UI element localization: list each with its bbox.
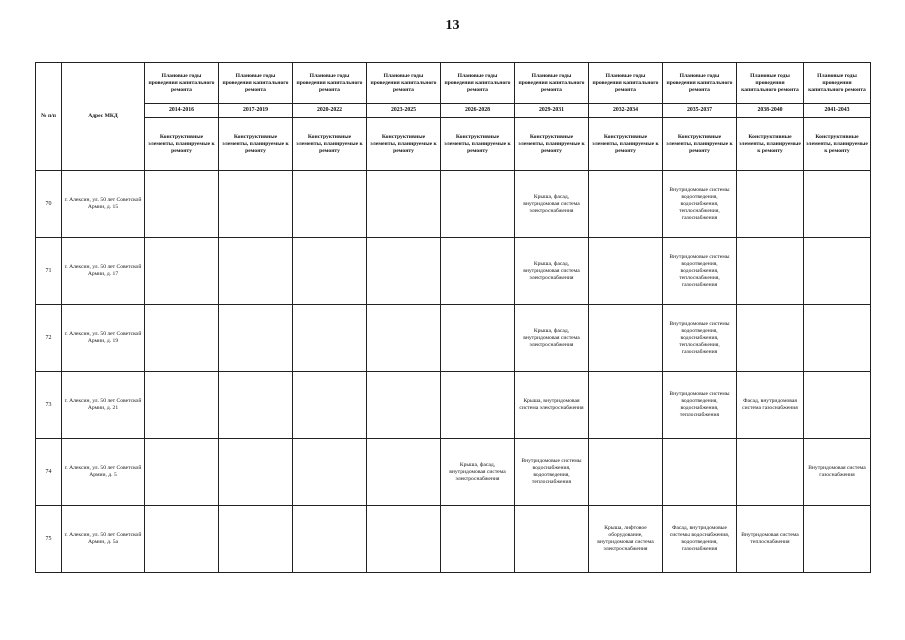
header-address: Адрес МКД — [62, 63, 145, 171]
repair-elements-cell: Крыша, фасад, внутридомовая система электроснабжения — [515, 238, 589, 305]
repair-elements-cell — [737, 238, 804, 305]
header-title-row — [36, 63, 871, 104]
header-period-years: 2032-2034 — [589, 104, 663, 118]
table-row — [36, 305, 871, 372]
row-address: г. Алексин, ул. 50 лет Советской Армии, д. 15 — [62, 171, 145, 238]
repair-elements-cell: Внутридомовые системы водоотведения, водоснабжения, теплоснабжения, газоснабжения — [663, 305, 737, 372]
header-period-title: Плановые годы проведения капитального ремонта — [589, 63, 663, 104]
header-period-years: 2017-2019 — [219, 104, 293, 118]
header-period-years: 2023-2025 — [367, 104, 441, 118]
header-period-title: Плановые годы проведения капитального ремонта — [515, 63, 589, 104]
header-years-row — [36, 104, 871, 118]
header-period-elements: Конструктивные элементы, планируемые к ремонту — [515, 118, 589, 171]
repair-elements-cell — [145, 506, 219, 573]
header-period-elements: Конструктивные элементы, планируемые к ремонту — [737, 118, 804, 171]
header-period-title: Плановые годы проведения капитального ремонта — [219, 63, 293, 104]
repair-elements-cell — [737, 439, 804, 506]
repair-elements-cell — [804, 506, 871, 573]
repair-elements-cell — [441, 506, 515, 573]
header-elements-row — [36, 118, 871, 171]
repair-elements-cell: Фасад, внутридомовая система газоснабжения — [737, 372, 804, 439]
repair-elements-cell: Крыша, внутридомовая система электроснабжения — [515, 372, 589, 439]
row-number: 71 — [36, 238, 62, 305]
repair-elements-cell — [589, 439, 663, 506]
repair-elements-cell — [145, 439, 219, 506]
page-number: 13 — [445, 18, 460, 33]
repair-elements-cell: Крыша, фасад, внутридомовая система электроснабжения — [441, 439, 515, 506]
repair-elements-cell — [804, 372, 871, 439]
row-address: г. Алексин, ул. 50 лет Советской Армии, д. 5а — [62, 506, 145, 573]
repair-elements-cell — [663, 439, 737, 506]
repair-elements-cell — [804, 171, 871, 238]
repair-elements-cell — [804, 238, 871, 305]
repair-elements-cell — [219, 439, 293, 506]
header-period-years: 2026-2028 — [441, 104, 515, 118]
repair-plan-table-wrapper — [35, 62, 871, 573]
row-number: 72 — [36, 305, 62, 372]
repair-elements-cell — [589, 305, 663, 372]
repair-elements-cell — [145, 238, 219, 305]
row-address: г. Алексин, ул. 50 лет Советской Армии, д. 5 — [62, 439, 145, 506]
repair-elements-cell — [293, 506, 367, 573]
repair-elements-cell — [441, 372, 515, 439]
table-header — [36, 63, 871, 171]
row-number: 73 — [36, 372, 62, 439]
header-period-title: Плановые годы проведения капитального ремонта — [293, 63, 367, 104]
row-address: г. Алексин, ул. 50 лет Советской Армии, д. 19 — [62, 305, 145, 372]
header-period-years: 2038-2040 — [737, 104, 804, 118]
repair-elements-cell — [219, 238, 293, 305]
repair-elements-cell — [145, 305, 219, 372]
repair-elements-cell: Внутридомовая система газоснабжения — [804, 439, 871, 506]
repair-elements-cell: Внутридомовые системы водоотведения, водоснабжения, теплоснабжения, газоснабжения — [663, 171, 737, 238]
table-row — [36, 439, 871, 506]
repair-elements-cell — [367, 439, 441, 506]
header-period-elements: Конструктивные элементы, планируемые к ремонту — [804, 118, 871, 171]
repair-elements-cell — [367, 171, 441, 238]
header-period-elements: Конструктивные элементы, планируемые к ремонту — [663, 118, 737, 171]
repair-elements-cell — [441, 171, 515, 238]
repair-elements-cell: Внутридомовые системы водоснабжения, водоотведения, теплоснабжения — [515, 439, 589, 506]
header-period-title: Плановые годы проведения капитального ремонта — [737, 63, 804, 104]
repair-elements-cell — [293, 238, 367, 305]
repair-elements-cell — [737, 305, 804, 372]
repair-elements-cell — [219, 171, 293, 238]
repair-elements-cell: Внутридомовые системы водоотведения, водоснабжения, теплоснабжения — [663, 372, 737, 439]
repair-elements-cell — [219, 372, 293, 439]
repair-elements-cell — [219, 305, 293, 372]
row-address: г. Алексин, ул. 50 лет Советской Армии, д. 17 — [62, 238, 145, 305]
repair-elements-cell — [441, 305, 515, 372]
repair-elements-cell — [145, 372, 219, 439]
header-period-elements: Конструктивные элементы, планируемые к ремонту — [441, 118, 515, 171]
repair-elements-cell — [367, 506, 441, 573]
row-address: г. Алексин, ул. 50 лет Советской Армии, д. 21 — [62, 372, 145, 439]
repair-plan-table — [35, 62, 871, 573]
repair-elements-cell: Крыша, фасад, внутридомовая система электроснабжения — [515, 171, 589, 238]
header-period-elements: Конструктивные элементы, планируемые к ремонту — [145, 118, 219, 171]
header-period-title: Плановые годы проведения капитального ремонта — [663, 63, 737, 104]
repair-elements-cell — [737, 171, 804, 238]
header-period-years: 2029-2031 — [515, 104, 589, 118]
header-period-elements: Конструктивные элементы, планируемые к ремонту — [219, 118, 293, 171]
repair-elements-cell — [293, 305, 367, 372]
repair-elements-cell — [367, 305, 441, 372]
repair-elements-cell — [367, 372, 441, 439]
repair-elements-cell: Фасад, внутридомовые системы водоснабжения, водоотведения, газоснабжения — [663, 506, 737, 573]
repair-elements-cell: Крыша, фасад, внутридомовая система электроснабжения — [515, 305, 589, 372]
repair-elements-cell — [589, 372, 663, 439]
repair-elements-cell: Внутридомовая система теплоснабжения — [737, 506, 804, 573]
repair-elements-cell — [293, 171, 367, 238]
header-period-elements: Конструктивные элементы, планируемые к ремонту — [589, 118, 663, 171]
row-number: 75 — [36, 506, 62, 573]
header-period-title: Плановые годы проведения капитального ремонта — [804, 63, 871, 104]
repair-elements-cell — [441, 238, 515, 305]
repair-elements-cell: Крыша, лифтовое оборудование, внутридомовая система электроснабжения — [589, 506, 663, 573]
repair-elements-cell — [145, 171, 219, 238]
repair-elements-cell — [367, 238, 441, 305]
header-period-title: Плановые годы проведения капитального ремонта — [367, 63, 441, 104]
repair-elements-cell — [293, 439, 367, 506]
repair-elements-cell — [804, 305, 871, 372]
table-body — [36, 171, 871, 573]
repair-elements-cell — [293, 372, 367, 439]
header-period-years: 2020-2022 — [293, 104, 367, 118]
table-row — [36, 372, 871, 439]
header-num: № п/п — [36, 63, 62, 171]
header-period-years: 2035-2037 — [663, 104, 737, 118]
row-number: 74 — [36, 439, 62, 506]
header-period-elements: Конструктивные элементы, планируемые к ремонту — [293, 118, 367, 171]
table-row — [36, 506, 871, 573]
repair-elements-cell — [515, 506, 589, 573]
header-period-title: Плановые годы проведения капитального ремонта — [145, 63, 219, 104]
repair-elements-cell: Внутридомовые системы водоотведения, водоснабжения, теплоснабжения, газоснабжения — [663, 238, 737, 305]
repair-elements-cell — [589, 238, 663, 305]
table-row — [36, 171, 871, 238]
row-number: 70 — [36, 171, 62, 238]
header-period-years: 2041-2043 — [804, 104, 871, 118]
repair-elements-cell — [219, 506, 293, 573]
header-period-elements: Конструктивные элементы, планируемые к ремонту — [367, 118, 441, 171]
header-period-title: Плановые годы проведения капитального ремонта — [441, 63, 515, 104]
table-row — [36, 238, 871, 305]
repair-elements-cell — [589, 171, 663, 238]
header-period-years: 2014-2016 — [145, 104, 219, 118]
